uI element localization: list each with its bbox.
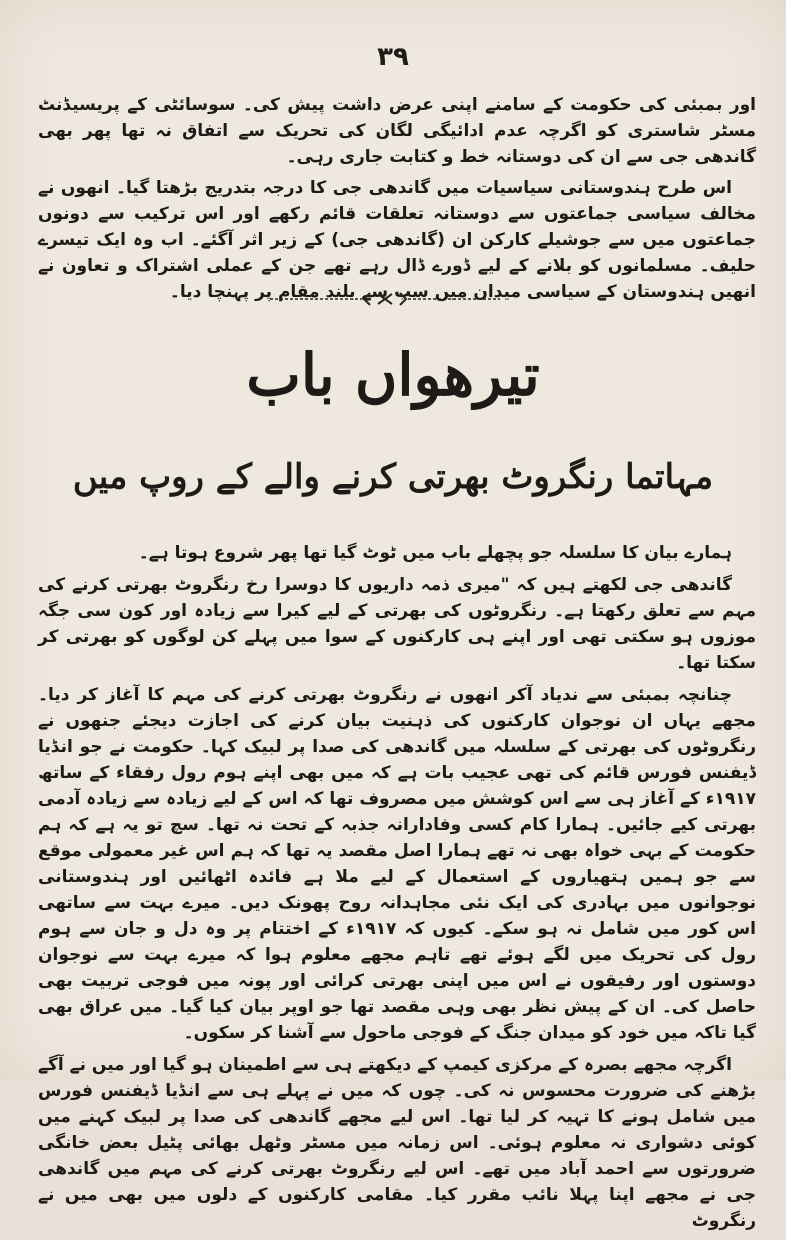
paragraph-top-1: اور بمبئی کی حکومت کے سامنے اپنی عرض داشت پیش کی۔ سوسائٹی کے پریسیڈنٹ مسٹر شاستری کو اگرچہ عدم ادائیگی لگان کی تحریک سے اتفاق نہ تھا پھر بھی گاندھی جی سے ان کی دوستانہ خط و کتابت جاری رہی۔ <box>38 95 756 167</box>
divider-ornament-icon <box>270 290 500 308</box>
body-paragraph-2: گاندھی جی لکھتے ہیں کہ "میری ذمہ داریوں کا دوسرا رخ رنگروٹ بھرتی کرنے کی مہم سے تعلق رکھتا ہے۔ رنگروٹوں کی بھرتی کے لیے کیرا سے زیادہ اور کون سی جگہ موزوں ہو سکتی تھی اور اپنے ہی کارکنوں کے سوا میں پہلے کن لوگوں کو بھرتی کر سکتا تھا۔ <box>38 575 756 673</box>
body-paragraph-4: اگرچہ مجھے بصرہ کے مرکزی کیمپ کے دیکھتے ہی سے اطمینان ہو گیا اور میں نے آگے بڑھنے کی ضرورت محسوس نہ کی۔ چوں کہ میں نے پہلے ہی سے انڈیا ڈیفنس فورس میں شامل ہونے کا تہیہ کر لیا تھا۔ اس لیے مجھے گاندھی کی صدا پر لبیک کہنے میں کوئی دشواری نہ معلوم ہوئی۔ اس زمانہ میں مسٹر وٹھل بھائی پٹیل بعض خانگی ضرورتوں سے احمد آباد میں تھے۔ اس لیے رنگروٹ بھرتی کرنے کی مہم میں گاندھی جی نے مجھے اپنا پہلا نائب مقرر کیا۔ مقامی کارکنوں کے دلوں میں بھی میں نے رنگروٹ <box>38 1055 756 1231</box>
body-paragraph-3: چنانچہ بمبئی سے ندیاد آکر انھوں نے رنگروٹ بھرتی کرنے کی مہم کا آغاز کر دیا۔ مجھے یہاں ان نوجوان کارکنوں کی ذہنیت بیان کرنے کی اجازت دیجئے جنھوں نے رنگروٹوں کی بھرتی کے سلسلہ میں گاندھی کی صدا پر لبیک کہا۔ حکومت نے جو انڈیا ڈیفنس فورس قائم کی تھی عجیب بات ہے کہ میں بھی اپنے ہوم رول رفقاء کے ساتھ ۱۹۱۷ء کے آغاز ہی سے اس کوشش میں مصروف تھا کہ اس کے لیے زیادہ سے زیادہ آدمی بھرتی کیے جائیں۔ ہمارا کام کسی وفادارانہ جذبہ کے تحت نہ تھا۔ سچ تو یہ ہے کہ ہم حکومت کے بہی خواہ بھی نہ تھے ہمارا اصل مقصد یہ تھا کہ ہم اس غیر معمولی موقع سے جو ہمیں ہتھیاروں کے استعمال کے لیے ملا ہے فائدہ اٹھائیں اور ہندوستانی نوجوانوں میں بہادری کی ایک نئی مجاہدانہ روح پھونک دیں۔ میرے بہت سے ساتھی اس کور میں شامل نہ ہو سکے۔ کیوں کہ ۱۹۱۷ء کے اختتام پر وہ دل و جان سے ہوم رول کی تحریک میں لگے ہوئے تھے تاہم مجھے معلوم ہوا کہ میرے بہت سے نوجوان دوستوں اور رفیقوں نے اس میں اپنی بھرتی کرائی اور پونہ میں فوجی تربیت بھی حاصل کی۔ ان کے پیش نظر بھی وہی مقصد تھا جو اوپر بیان کیا گیا۔ میں عراق بھی گیا تاکہ میں خود کو میدان جنگ کے فوجی ماحول سے آشنا کر سکوں۔ <box>38 685 756 1043</box>
page-number: ۳۹ <box>377 42 409 72</box>
chapter-body <box>38 540 756 1240</box>
chapter-subtitle: مہاتما رنگروٹ بھرتی کرنے والے کے روپ میں <box>72 457 714 497</box>
chapter-title: تیرھواں باب <box>246 341 540 409</box>
ornamental-divider <box>270 290 500 308</box>
paragraph-top-2: اس طرح ہندوستانی سیاسیات میں گاندھی جی کا درجہ بتدریج بڑھتا گیا۔ انھوں نے مخالف سیاسی جماعتوں سے دوستانہ تعلقات قائم رکھے اور اس ترکیب سے دونوں جماعتوں میں سے جوشیلے کارکن ان (گاندھی جی) کے زیر اثر آگئے۔ اب وہ ایک تیسرے حلیف۔ مسلمانوں کو بلانے کے لیے ڈورے ڈال رہے تھے جن کے عملی اشتراک و تعاون نے انھیں ہندوستان کے سیاسی میدان میں سب سے بلند مقام پر پہنچا دیا۔ <box>38 178 756 302</box>
body-paragraph-1: ہمارے بیان کا سلسلہ جو پچھلے باب میں ٹوٹ گیا تھا پھر شروع ہوتا ہے۔ <box>138 543 732 563</box>
